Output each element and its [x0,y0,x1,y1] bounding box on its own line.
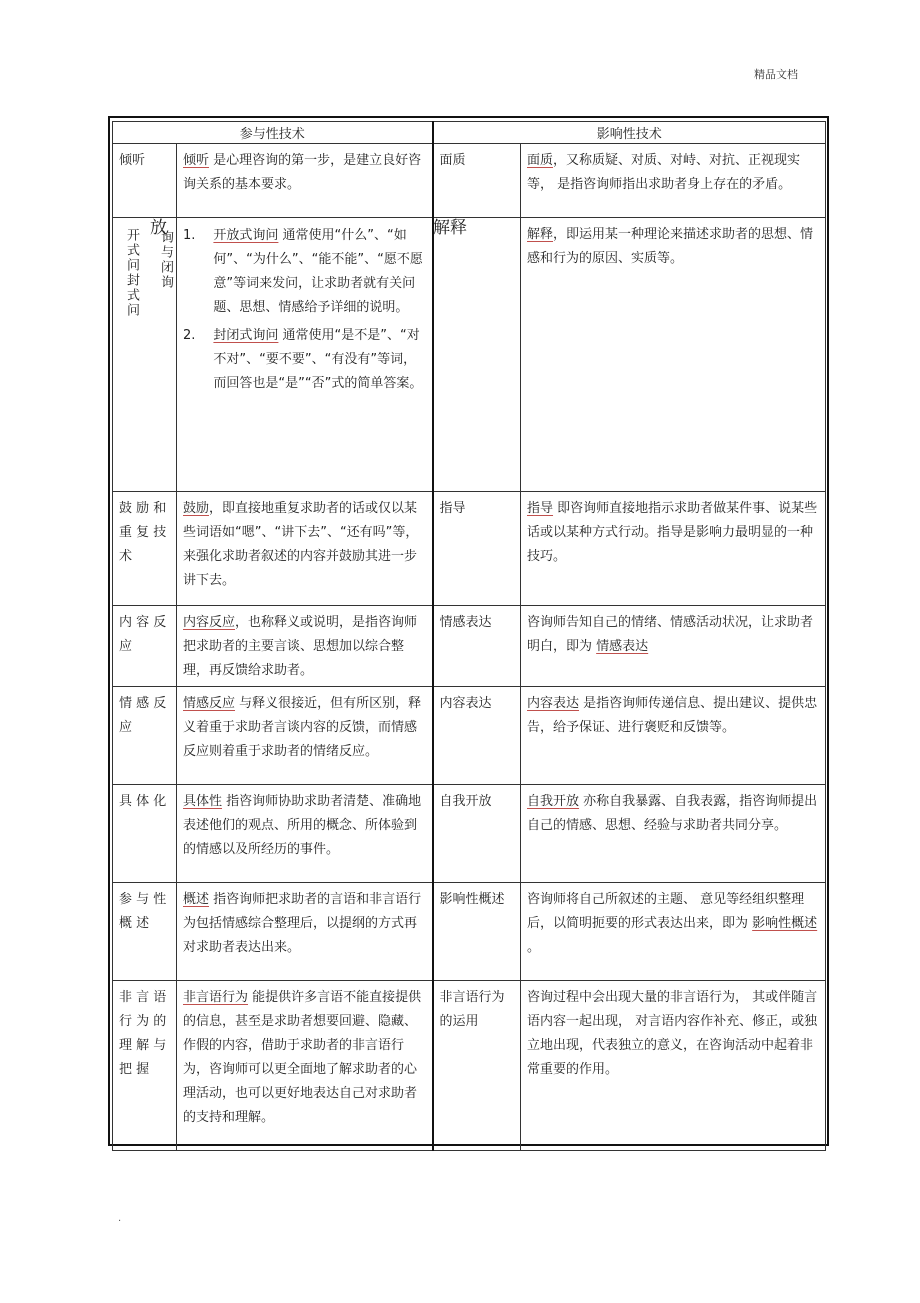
row-description: 咨询过程中会出现大量的非言语行为， 其或伴随言语内容一起出现， 对言语内容作补充、修正，或独立地出现，代表独立的意义，在咨询活动中起着非常重要的作用。 [521,981,826,1151]
row-label: 内 容 反应 [113,606,177,687]
row-description: 概述 指咨询师把求助者的言语和非言语行为包括情感综合整理后，以提纲的方式再对求助者表达出来。 [177,883,433,981]
row-description: 鼓励，即直接地重复求助者的话或仅以某些词语如“嗯”、“讲下去”、“还有吗”等，来强化求助者叙述的内容并鼓励其进一步讲下去。 [177,492,433,606]
table-row [113,144,826,218]
row-description [177,218,433,492]
row-label [433,218,521,492]
row-label: 具 体 化 [113,785,177,883]
row-label-column-1: 开式问封式问 [124,228,139,318]
row-label: 情感表达 [433,606,521,687]
header-row [113,122,826,144]
row-label: 内容表达 [433,687,521,785]
left-column-header: 参与性技术 [113,122,433,144]
row-label: 倾听 [113,144,177,218]
row-label-column-2: 询与闭询 [158,230,173,290]
table-row [113,218,826,492]
row-label: 面质 [433,144,521,218]
row-description: 指导 即咨询师直接地指示求助者做某件事、说某些话或以某种方式行动。指导是影响力最明显的一种技巧。 [521,492,826,606]
row-description: 内容表达 是指咨询师传递信息、提出建议、提供忠告，给予保证、进行褒贬和反馈等。 [521,687,826,785]
row-label: 指导 [433,492,521,606]
row-description: 解释，即运用某一种理论来描述求助者的思想、情感和行为的原因、实质等。 [521,218,826,492]
row-description: 面质，又称质疑、对质、对峙、对抗、正视现实等， 是指咨询师指出求助者身上存在的矛盾。 [521,144,826,218]
row-label: 自我开放 [433,785,521,883]
table-row [113,981,826,1151]
row-description: 具体性 指咨询师协助求助者清楚、准确地表述他们的观点、所用的概念、所体验到的情感以及所经历的事件。 [177,785,433,883]
list-item: 1. 开放式询问 通常使用“什么”、“如何”、“为什么”、“能不能”、“愿不愿意”等词来发问，让求助者就有关问题、思想、情感给予详细的说明。 [183,228,423,315]
row-label: 参 与 性 概 述 [113,883,177,981]
list-item: 2. 封闭式询问 通常使用“是不是”、“对不对”、“要不要”、“有没有”等词，而回答也是“是”“否”式的简单答案。 [183,328,423,391]
row-label: 情 感 反应 [113,687,177,785]
table-row [113,492,826,606]
footer-dot: . [118,1213,122,1224]
floating-label-jieshi: 解释 [433,218,467,238]
table-row [113,687,826,785]
row-description: 咨询师将自己所叙述的主题、 意见等经组织整理后，以简明扼要的形式表达出来，即为 影响性概述 。 [521,883,826,981]
row-description: 情感反应 与释义很接近，但有所区别，释义着重于求助者言谈内容的反馈，而情感反应则着重于求助者的情绪反应。 [177,687,433,785]
row-description: 倾听 是心理咨询的第一步，是建立良好咨询关系的基本要求。 [177,144,433,218]
table-row [113,883,826,981]
floating-char-fang: 放 [150,218,167,238]
row-description: 非言语行为 能提供许多言语不能直接提供的信息，甚至是求助者想要回避、隐藏、作假的内容，借助于求助者的非言语行为，咨询师可以更全面地了解求助者的心理活动，也可以更好地表达自己对求助者的支持和理解。 [177,981,433,1151]
right-column-header: 影响性技术 [433,122,826,144]
table-row [113,606,826,687]
row-description: 咨询师告知自己的情绪、情感活动状况，让求助者明白，即为 情感表达 [521,606,826,687]
row-label: 非言语行为的运用 [433,981,521,1151]
row-label: 影响性概述 [433,883,521,981]
technique-table [112,121,826,1151]
row-description: 内容反应，也称释义或说明，是指咨询师把求助者的主要言谈、思想加以综合整理，再反馈给求助者。 [177,606,433,687]
row-label: 非 言 语 行 为 的 理 解 与 把 握 [113,981,177,1151]
watermark-text: 精品文档 [754,68,798,81]
row-label [113,218,177,492]
table-row [113,785,826,883]
row-description: 自我开放 亦称自我暴露、自我表露，指咨询师提出自己的情感、思想、经验与求助者共同分享。 [521,785,826,883]
row-label: 鼓 励 和 重 复 技 术 [113,492,177,606]
